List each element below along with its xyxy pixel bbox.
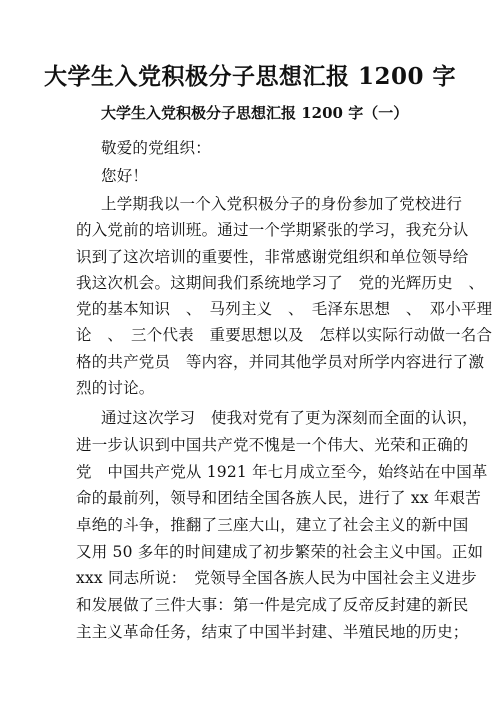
paragraph-line: 进一步认识到中国共产党不愧是一个伟大、光荣和正确的 <box>76 436 469 454</box>
paragraph-line: 和发展做了三件大事：第一件是完成了反帝反封建的新民 <box>76 596 469 614</box>
paragraph-line: 识到了这次培训的重要性，非常感谢党组织和单位领导给 <box>76 248 469 266</box>
paragraph-line: 烈的讨论。 <box>76 379 155 397</box>
paragraph-line: 主主义革命任务，结束了中国半封建、半殖民地的历史； <box>76 623 469 641</box>
paragraph-line: 又用 50 多年的时间建成了初步繁荣的社会主义中国。正如 <box>76 543 484 561</box>
paragraph-line: 我这次机会。这期间我们系统地学习了 党的光辉历史 、 <box>76 274 485 292</box>
greeting: 您好！ <box>101 167 149 185</box>
document-subtitle: 大学生入党积极分子思想汇报 1200 字（一） <box>101 104 409 122</box>
paragraph-line: 通过这次学习 使我对党有了更为深刻而全面的认识， <box>101 409 478 427</box>
paragraph-line: 格的共产党员 等内容，并同其他学员对所学内容进行了激 <box>76 353 485 371</box>
paragraph-line: 党的基本知识 、 马列主义 、 毛泽东思想 、 邓小平理 <box>76 300 493 318</box>
paragraph-line: 上学期我以一个入党积极分子的身份参加了党校进行 <box>101 195 463 213</box>
paragraph-line: 卓绝的斗争，推翻了三座大山，建立了社会主义的新中国 <box>76 516 469 534</box>
paragraph-line: 论 、 三个代表 重要思想以及 怎样以实际行动做一名合 <box>76 326 493 344</box>
document-title: 大学生入党积极分子思想汇报 1200 字 <box>43 63 457 90</box>
salutation: 敬爱的党组织： <box>101 139 211 157</box>
paragraph-line: 命的最前列，领导和团结全国各族人民，进行了 xx 年艰苦 <box>76 489 481 507</box>
paragraph-line: 党 中国共产党从 1921 年七月成立至今，始终站在中国革 <box>76 463 488 481</box>
paragraph-line: 的入党前的培训班。通过一个学期紧张的学习，我充分认 <box>76 221 469 239</box>
paragraph-line: xxx 同志所说： 党领导全国各族人民为中国社会主义进步 <box>76 569 478 587</box>
